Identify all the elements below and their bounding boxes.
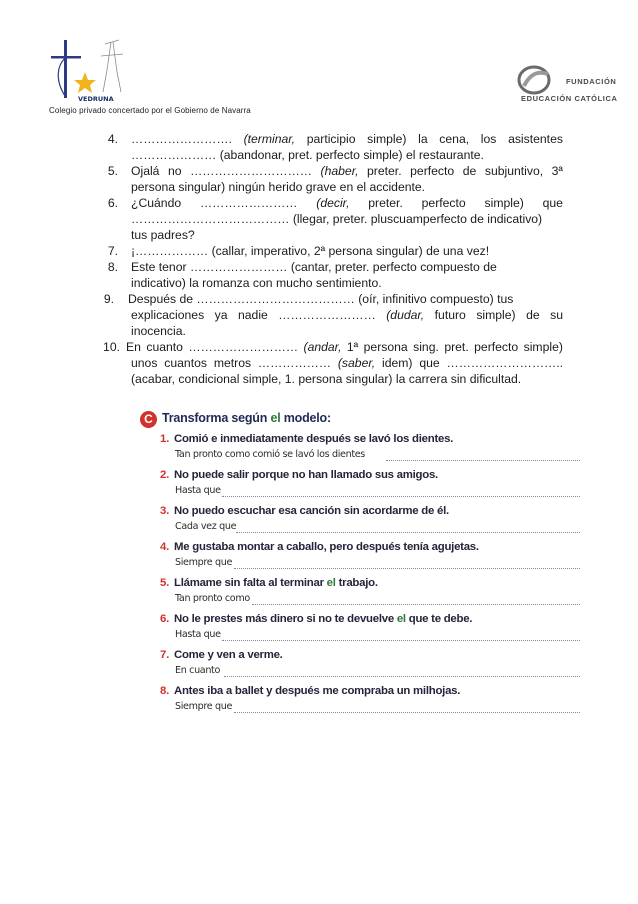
item-10-line-1: En cuanto ……………………… (andar, 1ª persona sing. pret. perfecto simple) xyxy=(126,340,563,354)
textbook-item: 8. Antes iba a ballet y después me compraba un milhojas. xyxy=(160,685,461,697)
item-5-line-1: Ojalá no ………………………… (haber, preter. perfecto de subjuntivo, 3ª xyxy=(131,164,563,178)
textbook-answer: Tan pronto como xyxy=(175,593,250,604)
textbook-answer: Hasta que xyxy=(175,485,221,496)
item-7-line-1: ¡……………… (callar, imperativo, 2ª persona singular) de una vez! xyxy=(131,244,490,258)
textbook-answer: Tan pronto como comió se lavó los dientes xyxy=(175,449,365,460)
item-6-line-1: ¿Cuándo …………………… (decir, preter. perfecto simple) que xyxy=(131,196,563,210)
fundacion-logo-line1: FUNDACIÓN xyxy=(566,77,617,86)
item-number: 5. xyxy=(107,164,118,178)
item-number: 7. xyxy=(107,244,118,258)
fundacion-logo-line2: EDUCACIÓN CATÓLICA xyxy=(521,94,618,103)
item-4-line-1: ……………………. (terminar, participio simple) la cena, los asistentes xyxy=(131,132,563,146)
item-10-line-2: unos cuantos metros ……………… (saber, idem) que ……………………….. xyxy=(131,356,563,370)
textbook-answer: En cuanto xyxy=(175,665,220,676)
item-number: 9. xyxy=(103,292,114,306)
textbook-item: 2. No puede salir porque no han llamado sus amigos. xyxy=(160,469,438,481)
school-description: Colegio privado concertado por el Gobierno de Navarra xyxy=(49,106,251,115)
answer-line[interactable] xyxy=(224,676,580,677)
item-10-line-3: (acabar, condicional simple, 1. persona singular) la carrera sin dificultad. xyxy=(131,372,522,386)
item-number: 4. xyxy=(107,132,118,146)
textbook-answer: Siempre que xyxy=(175,701,233,712)
answer-line[interactable] xyxy=(234,568,580,569)
item-number: 6. xyxy=(107,196,118,210)
item-9-line-3: inocencia. xyxy=(131,324,186,338)
item-number: 8. xyxy=(107,260,118,274)
item-number: 10. xyxy=(103,340,120,354)
textbook-item: 7. Come y ven a verme. xyxy=(160,649,283,661)
textbook-answer: Hasta que xyxy=(175,629,221,640)
answer-line[interactable] xyxy=(234,712,580,713)
textbook-item: 6. No le prestes más dinero si no te devuelve el que te debe. xyxy=(160,613,473,625)
textbook-answer: Cada vez que xyxy=(175,521,237,532)
item-8-line-2: indicativo) la romanza con mucho sentimiento. xyxy=(131,276,382,290)
textbook-item: 1. Comió e inmediatamente después se lavó los dientes. xyxy=(160,433,454,445)
textbook-item: 5. Llámame sin falta al terminar el trabajo. xyxy=(160,577,378,589)
answer-line[interactable] xyxy=(236,532,580,533)
item-6-line-2: ………………………………… (llegar, preter. pluscuamperfecto de indicativo) xyxy=(131,212,543,226)
item-5-line-2: persona singular) ningún herido grave en el accidente. xyxy=(131,180,426,194)
answer-line[interactable] xyxy=(222,640,580,641)
item-4-line-2: ………………… (abandonar, pret. perfecto simple) el restaurante. xyxy=(131,148,484,162)
answer-line[interactable] xyxy=(252,604,580,605)
textbook-answer: Siempre que xyxy=(175,557,233,568)
textbook-title: Transforma según el modelo: xyxy=(162,411,331,425)
section-badge: C xyxy=(140,411,157,428)
item-9-line-2: explicaciones ya nadie …………………… (dudar, futuro simple) de su xyxy=(131,308,563,322)
item-9-line-1: Después de ………………………………… (oír, infinitivo compuesto) tus xyxy=(128,292,514,306)
textbook-item: 4. Me gustaba montar a caballo, pero después tenía agujetas. xyxy=(160,541,479,553)
textbook-item: 3. No puedo escuchar esa canción sin acordarme de él. xyxy=(160,505,449,517)
answer-line[interactable] xyxy=(386,460,580,461)
vedruna-logo-text: VEDRUNA xyxy=(78,95,114,103)
item-8-line-1: Este tenor …………………… (cantar, preter. perfecto compuesto de xyxy=(131,260,497,274)
answer-line[interactable] xyxy=(222,496,580,497)
item-6-line-3: tus padres? xyxy=(131,228,195,242)
